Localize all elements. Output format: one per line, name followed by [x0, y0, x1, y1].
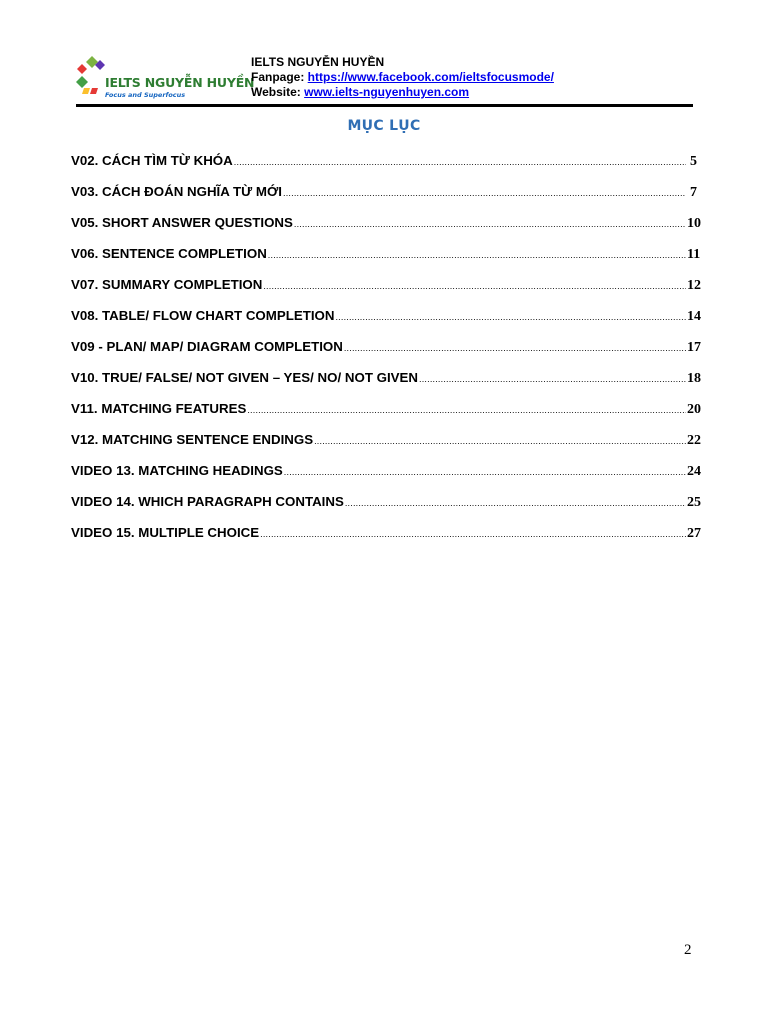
toc-entry[interactable] — [71, 212, 701, 243]
toc-entry-page: 11 — [687, 247, 701, 262]
toc-entry-page: 22 — [687, 433, 701, 448]
page-number: 2 — [684, 942, 692, 958]
toc-entry-page: 12 — [687, 278, 701, 293]
header-divider — [76, 104, 693, 107]
toc-dot-leader — [344, 339, 686, 357]
toc-dot-leader — [294, 215, 686, 233]
contact-block — [251, 55, 554, 100]
website-label: Website: — [251, 85, 305, 99]
toc-dot-leader — [419, 370, 686, 388]
logo-mark-icon — [76, 54, 106, 100]
toc-entry[interactable] — [71, 522, 701, 553]
toc-dot-leader — [335, 308, 686, 326]
toc-dot-leader — [263, 277, 686, 295]
toc-entry[interactable] — [71, 150, 697, 181]
fanpage-label: Fanpage: — [251, 70, 308, 84]
logo-name: IELTS NGUYỄN HUYỀN — [105, 75, 255, 90]
toc-entry-label: V12. MATCHING SENTENCE ENDINGS — [71, 432, 314, 447]
org-name: IELTS NGUYỄN HUYỀN — [251, 55, 385, 69]
toc-entry-label: V06. SENTENCE COMPLETION — [71, 246, 267, 261]
toc-entry-label: VIDEO 13. MATCHING HEADINGS — [71, 463, 283, 478]
toc-dot-leader — [314, 432, 686, 450]
toc-entry-label: V05. SHORT ANSWER QUESTIONS — [71, 215, 293, 230]
toc-entry[interactable] — [71, 460, 701, 491]
toc-entry[interactable] — [71, 181, 697, 212]
website-row — [251, 85, 554, 100]
toc-dot-leader — [283, 184, 686, 202]
page-header — [76, 50, 696, 108]
toc-entry-page: 10 — [687, 216, 701, 231]
toc-dot-leader — [260, 525, 686, 543]
toc-entry[interactable] — [71, 336, 701, 367]
fanpage-link[interactable]: https://www.facebook.com/ieltsfocusmode/ — [307, 70, 554, 84]
toc-entry-page: 5 — [690, 154, 697, 169]
toc-entry[interactable] — [71, 243, 701, 274]
toc-entry-page: 27 — [687, 526, 701, 541]
toc-entry[interactable] — [71, 429, 701, 460]
logo-tagline: Focus and Superfocus — [105, 91, 186, 99]
toc-dot-leader — [234, 153, 686, 171]
fanpage-row — [251, 70, 554, 85]
toc-entry-label: V10. TRUE/ FALSE/ NOT GIVEN – YES/ NO/ NOT GIVEN — [71, 370, 419, 385]
toc-entry-label: V08. TABLE/ FLOW CHART COMPLETION — [71, 308, 335, 323]
toc-entry[interactable] — [71, 367, 701, 398]
toc-entry-label: V02. CÁCH TÌM TỪ KHÓA — [71, 153, 233, 168]
toc-entry[interactable] — [71, 491, 701, 522]
toc-entry-page: 25 — [687, 495, 701, 510]
toc-entry-page: 24 — [687, 464, 701, 479]
toc-entry-label: V07. SUMMARY COMPLETION — [71, 277, 263, 292]
toc-entry-page: 17 — [687, 340, 701, 355]
table-of-contents — [71, 150, 701, 553]
toc-entry-page: 20 — [687, 402, 701, 417]
toc-entry-page: 18 — [687, 371, 701, 386]
brand-logo — [76, 54, 255, 104]
toc-entry-label: V03. CÁCH ĐOÁN NGHĨA TỪ MỚI — [71, 184, 283, 199]
toc-entry[interactable] — [71, 398, 701, 429]
toc-entry-label: V11. MATCHING FEATURES — [71, 401, 247, 416]
toc-dot-leader — [284, 463, 686, 481]
toc-entry-label: VIDEO 14. WHICH PARAGRAPH CONTAINS — [71, 494, 344, 509]
toc-entry-page: 14 — [687, 309, 701, 324]
toc-entry-label: VIDEO 15. MULTIPLE CHOICE — [71, 525, 260, 540]
toc-dot-leader — [345, 494, 686, 512]
toc-entry-page: 7 — [690, 185, 697, 200]
toc-entry[interactable] — [71, 274, 701, 305]
toc-dot-leader — [247, 401, 686, 419]
toc-entry-label: V09 - PLAN/ MAP/ DIAGRAM COMPLETION — [71, 339, 343, 354]
toc-entry[interactable] — [71, 305, 701, 336]
toc-title: MỤC LỤC — [347, 118, 421, 134]
toc-dot-leader — [268, 246, 686, 264]
website-link[interactable]: www.ielts-nguyenhuyen.com — [304, 85, 470, 99]
